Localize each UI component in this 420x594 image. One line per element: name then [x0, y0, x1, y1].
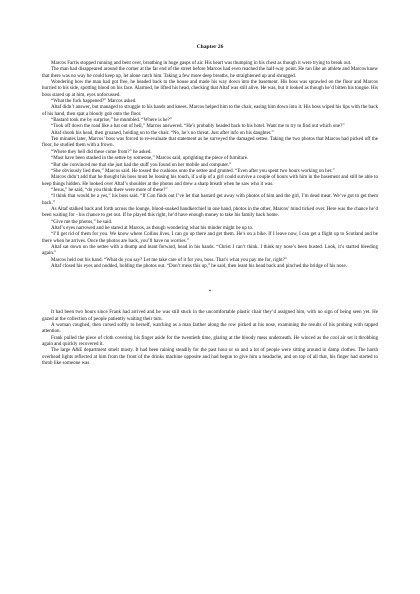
paragraph: “Jesus,” he said, “do you think there were more of these?” [51, 187, 168, 193]
paragraph: “I think that would be a yes,” his boss said. “If Con finds out I’ve let that bastard get away with photos of him and the girl, I’m dead meat. We’ve got to get them back.” [42, 194, 378, 206]
paragraph: “What the fuck happened?” Marcos asked. [51, 99, 137, 105]
paragraph: Altaf closed his eyes and nodded, holding the photos out. “Don’t mess this up,” he said, then leant his head back and pinched the bridge of his nose. [51, 264, 347, 269]
scene-break: * [208, 290, 212, 296]
paragraph: Altaf shook his head, then groaned, holding on to the chair. “No, he’s no threat. Just after info on his daughter.” [51, 130, 274, 136]
paragraph: Altaf sat down on the settee with a thump and leant forward, head in his hands. “Christ I can’t think. I think my nose’s been busted. Look, it’s started bleeding again.” [42, 244, 378, 257]
section-one [42, 61, 378, 270]
paragraph: Marcos held out his hand. “What do you say? Let me take care of it for you, boss. That’s what you pay me for, right?” [51, 257, 288, 263]
paragraph: As Altaf stalked back and forth across the lounge, blood-soaked handkerchief in one hand, photos in the other, Marcos’ mind ticked over. Here was the chance he’d been waiting for - his chance to get out. If he played this right, he’d have enough money to take his family back home. [42, 206, 378, 219]
paragraph: Marcos Farris stopped running and bent over, breathing in huge gasps of air. His heart was thumping in his chest as though it were trying to break out. [51, 61, 352, 66]
paragraph: “But she convinced me that she just had the stuff you found on her mobile and computer.” [51, 162, 232, 168]
paragraph: “Bastard took me by surprise,” he mumbled. “Where is he?” [51, 118, 172, 124]
paragraph: Altaf didn’t answer, but managed to struggle to his hands and knees. Marcos helped him to the chair, easing him down into it. His boss wiped his lips with the back of his hand, then spat a bloody gob onto the floor. [42, 105, 378, 117]
paragraph: Marcos didn’t add that he thought his boss must be loosing his touch, if a slip of a girl could survive a couple of hours with him in the basement and still be able to keep things hidden. He looked over Altaf’s shoulder at the photos and drew a sharp breath when he saw who it was. [42, 175, 378, 187]
paragraph: Wondering how the man had got free, he headed back to the house and made his way down into the basement. His boss was sprawled on the floor and Marcos hurried to his side, spotting blood on his face. Alarmed, he lifted his head, checking that Altaf was still alive. He was, but it looked as though he’d bitten his tongue. His boss stared up at him, eyes unfocussed. [42, 80, 378, 98]
paragraph: “I’ll get rid of them for you. We know where Collins lives. I can go up there and get them. He’s on a bike. If I leave now, I can get a flight up to Scotland and be there when he arrives. Once the photos are back, you’ll have no worries.” [42, 232, 378, 244]
paragraph: Frank pulled the piece of cloth covering his finger aside for the twentieth time, glaring at the bloody mess underneath. He winced as the cool air set it throbbing again and quickly recovered it. [42, 335, 378, 348]
paragraph: The large A&E department smelt musty. It had been raining steadily for the past hour or so and a lot of people were sitting around in damp clothes. The harsh overhead lights reflected at him from the front of the drinks machine opposite and had begun to give him a headache, and on top of all that, his finger had started to throb like someone was [42, 348, 378, 367]
paragraph: It had been two hours since Frank had arrived and he was still stuck in the uncomfortable plastic chair they’d assigned him, with no sign of being seen yet. He gazed at the collection of people patiently waiting their turn. [42, 310, 378, 322]
paragraph: A woman coughed, then cursed softly to herself, watching as a man farther along the row picked at his nose, examining the results of his probing with rapped attention. [42, 323, 378, 335]
chapter-title: Chapter 26 [196, 44, 224, 50]
paragraph: “She obviously lied then,” Marcos said. He tossed the cushions onto the settee and grunted. “Even after you spent two hours working on her.” [51, 168, 335, 174]
paragraph: “Took off down the road like a bat out of hell,” Marcos answered. “He’s probably headed back to his hotel. Want me to try to find out which one?” [51, 124, 345, 130]
paragraph: “Where they hell did these come from?” he asked. [51, 149, 152, 155]
paragraph: Altaf’s eyes narrowed and he stared at Marcos, as though wondering what his minder might be up to. [51, 225, 254, 231]
section-two [42, 310, 378, 367]
paragraph: Ten minutes later, Marcos’ boss was forced to re-evaluate that statement as he surveyed the damaged settee. Taking the two photos that Marcos had picked off the floor, he studied them with a frown. [42, 137, 378, 149]
paragraph: The man had disappeared around the corner at the far end of the street before Marcos had even reached the half-way point. He ran like an athlete and Marcos knew that there was no way he could keep up, let alone catch him. Taking a few more deep breaths, he straightened up and shrugged. [42, 67, 378, 79]
paragraph: “Give me the photos,” he said. [51, 219, 113, 225]
paragraph: “Must have been stashed in the settee by someone,” Marcos said, uprighting the piece of furniture. [51, 156, 249, 162]
